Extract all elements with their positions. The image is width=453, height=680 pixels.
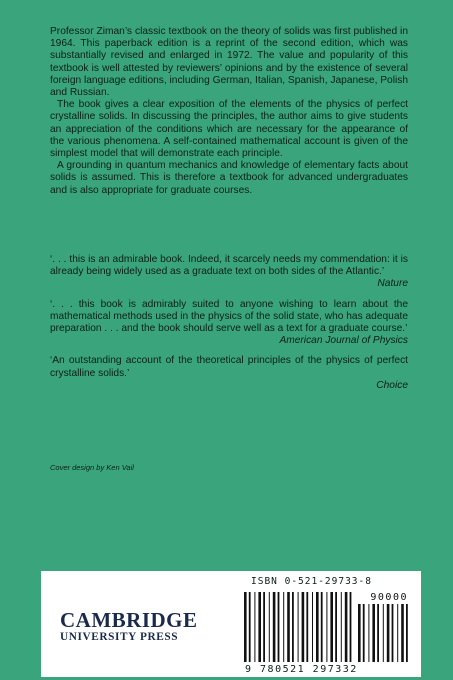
quote-source: Nature [377,278,408,290]
barcode-digits: 9 780521 297332 [245,664,358,675]
review-quotes [50,254,408,400]
blurb [50,26,408,197]
barcode-bar [372,604,375,662]
barcode-bar [269,592,270,662]
barcode-bar [321,592,323,662]
barcode-bar [330,592,333,662]
review-quote [50,254,408,291]
footer-panel [41,571,421,677]
barcode-bar [406,604,408,662]
barcode-bar [292,592,294,662]
barcode-bar [383,604,384,662]
barcode-bar [377,604,379,662]
barcode-bar [312,592,313,662]
quote-text: ‘. . . this book is admirably suited to anyone wishing to learn about the mathematical methods used in the physics of the solid state, who has adequate preparation . . . and the book should serve well as a text for a graduate course.’ [50,298,408,335]
barcode-bar [244,592,247,662]
barcode-bar [316,592,319,662]
review-quote [50,355,408,392]
barcode-bar [306,592,308,662]
barcode-bar [273,592,276,662]
barcode-bar [363,604,365,662]
barcode-bars [244,592,351,662]
barcode-bar [287,592,290,662]
barcode-bar [283,592,284,662]
barcode-bar [387,604,390,662]
publisher-name: CAMBRIDGE [60,608,198,632]
barcode-bar [326,592,327,662]
barcode-bar [368,604,369,662]
barcode-bar [401,604,404,662]
barcode-bar [358,604,361,662]
barcode-bar [397,604,398,662]
barcode-bar [278,592,280,662]
publisher-logo [60,609,198,643]
price-code: 90000 [370,592,408,603]
barcode-bar [345,592,348,662]
quote-text: ‘An outstanding account of the theoretical principles of the physics of perfect crystalline solids.’ [50,355,408,379]
barcode-bar [298,592,299,662]
barcode-bar [350,592,352,662]
review-quote [50,299,408,348]
quote-source: Choice [376,379,408,391]
blurb-paragraph: Professor Ziman’s classic textbook on the theory of solids was first published in 1964. This paperback edition is a reprint of the second edition, which was substantially revised and enlarged in 1972. The value and popularity of this textbook is well attested by reviewers’ opinions and by the existence of several foreign language editions, including German, Italian, Spanish, Japanese, Polish and Russian. [50,26,408,99]
barcode-bar [263,592,265,662]
blurb-paragraph: A grounding in quantum mechanics and knowledge of elementary facts about solids is assumed. This is therefore a textbook for advanced undergraduates and is also appropriate for graduate courses. [50,160,408,196]
quote-text: ‘. . . this is an admirable book. Indeed, it scarcely needs my commendation: it is already being widely used as a graduate text on both sides of the Atlantic.’ [50,254,408,278]
publisher-subtitle: UNIVERSITY PRESS [60,631,179,643]
isbn-label: ISBN 0-521-29733-8 [251,576,372,587]
barcode-bar [392,604,394,662]
cover-credit: Cover design by Ken Vail [50,463,134,472]
barcode-bar [249,592,251,662]
barcode-bar [258,592,261,662]
barcode-addon-bars [358,604,408,662]
barcode-bar [335,592,337,662]
blurb-paragraph: The book gives a clear exposition of the elements of the physics of perfect crystalline solids. In discussing the principles, the author aims to give students an appreciation of the conditions which are necessary for the appearance of the various phenomena. A self-contained mathematical account is given of the simplest model that will demonstrate each principle. [50,99,408,160]
barcode-bar [302,592,305,662]
barcode-icon [240,590,412,664]
quote-source: American Journal of Physics [279,335,408,347]
barcode-bar [341,592,342,662]
barcode-bar [254,592,255,662]
